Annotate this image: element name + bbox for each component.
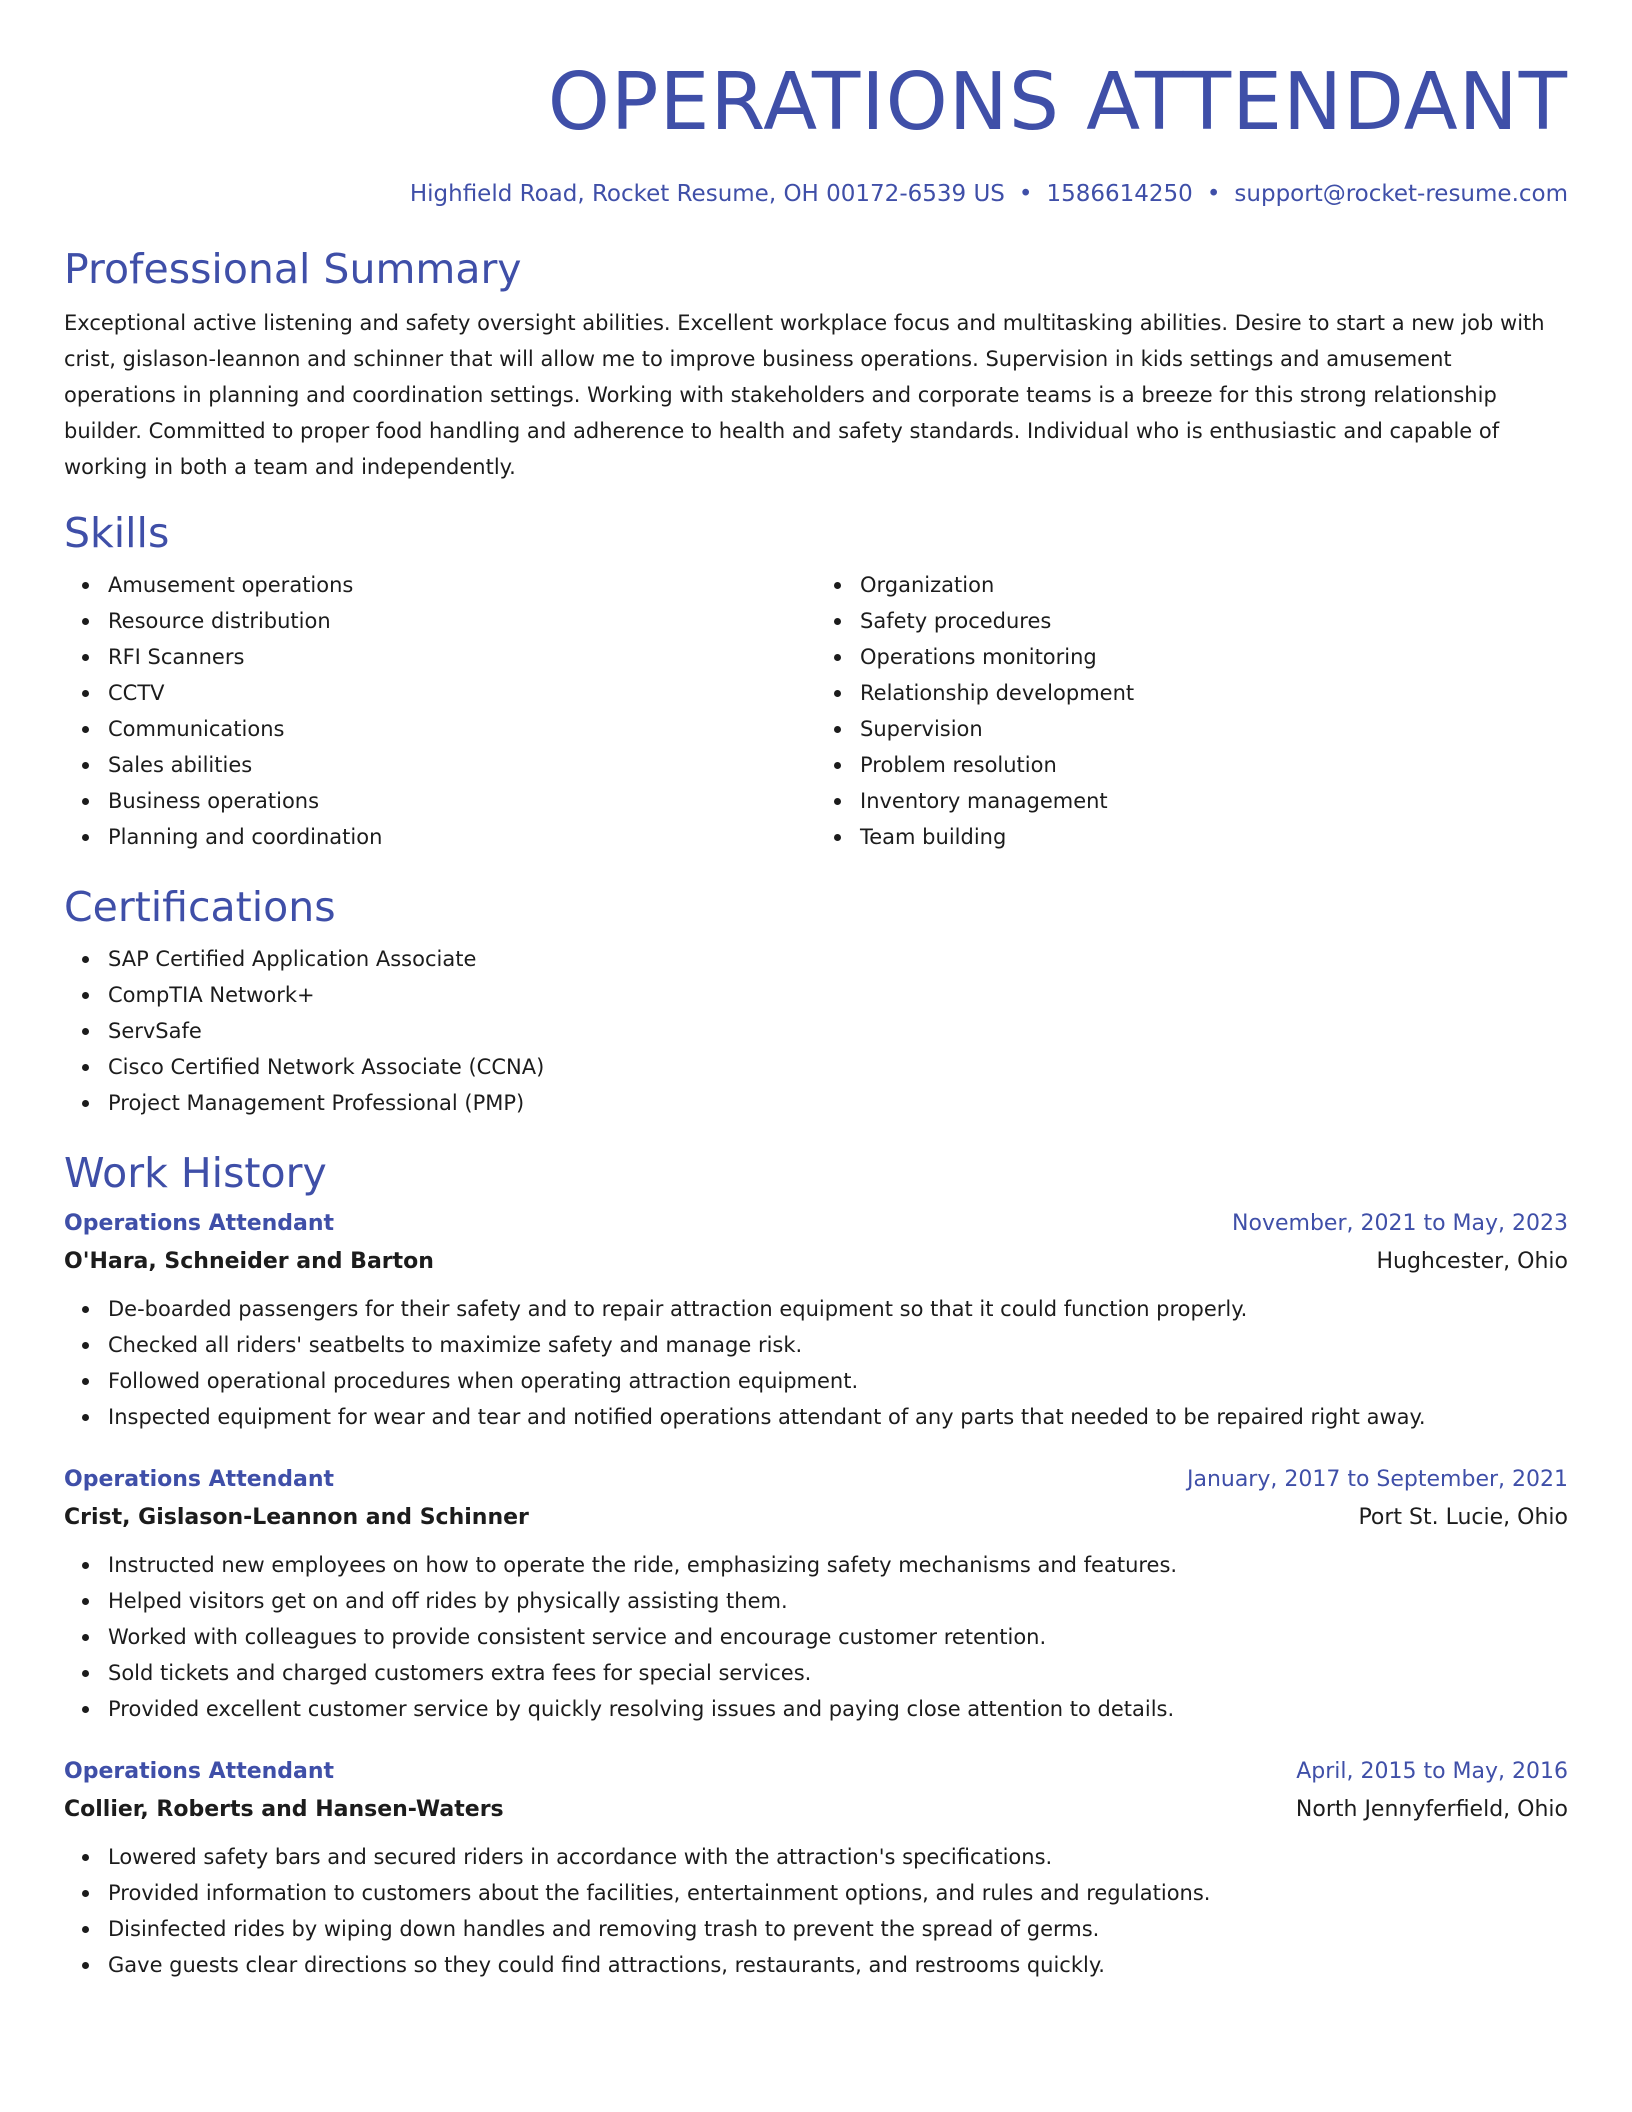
skill-item: Planning and coordination — [108, 819, 816, 855]
certifications-heading: Certifications — [64, 883, 336, 931]
summary-text: Exceptional active listening and safety oversight abilities. Excellent workplace focus and multitasking abilities. Desire to start a new job with crist, gislason-leannon and schinner that will allow me to improve business operations. Supervision in kids settings and amusement operations in planning and coordination settings. Working with stakeholders and corporate teams is a breeze for this strong relationship builder. Committed to proper food handling and adherence to health and safety standards. Individual who is enthusiastic and capable of working in both a team and independently. — [64, 311, 1545, 479]
skill-item: Resource distribution — [108, 603, 816, 639]
job-bullet: Instructed new employees on how to operate the ride, emphasizing safety mechanisms and features. — [108, 1547, 1568, 1583]
job-bullet: Disinfected rides by wiping down handles and removing trash to prevent the spread of germs. — [108, 1911, 1568, 1947]
job-company-row — [64, 1791, 1568, 1829]
skill-item: Organization — [860, 567, 1568, 603]
contact-phone: 1586614250 — [1046, 181, 1193, 207]
skill-item: Safety procedures — [860, 603, 1568, 639]
contact-email[interactable]: support@rocket-resume.com — [1234, 181, 1568, 207]
contact-separator: • — [1206, 181, 1221, 207]
job-bullet: Inspected equipment for wear and tear and notified operations attendant of any parts that needed to be repaired right away. — [108, 1399, 1568, 1435]
certification-item: SAP Certified Application Associate — [108, 941, 1568, 977]
job-bullet: Worked with colleagues to provide consistent service and encourage customer retention. — [108, 1619, 1568, 1655]
job-bullet: Provided information to customers about the facilities, entertainment options, and rules and regulations. — [108, 1875, 1568, 1911]
skill-item: Team building — [860, 819, 1568, 855]
skill-item: RFI Scanners — [108, 639, 816, 675]
job-dates: November, 2021 to May, 2023 — [1232, 1211, 1568, 1236]
contact-address: Highfield Road, Rocket Resume, OH 00172-6539 US — [409, 181, 1005, 207]
job-company-row — [64, 1499, 1568, 1537]
summary-heading: Professional Summary — [64, 245, 522, 293]
job-title: Operations Attendant — [64, 1211, 335, 1236]
job-header-row — [64, 1753, 1568, 1791]
skill-item: CCTV — [108, 675, 816, 711]
job-header-row — [64, 1205, 1568, 1243]
skills-heading: Skills — [64, 509, 170, 557]
skill-item: Communications — [108, 711, 816, 747]
job-dates: January, 2017 to September, 2021 — [1186, 1467, 1568, 1492]
skill-item: Operations monitoring — [860, 639, 1568, 675]
skill-item: Problem resolution — [860, 747, 1568, 783]
certification-item: CompTIA Network+ — [108, 977, 1568, 1013]
job-entry — [64, 1461, 1568, 1727]
job-bullet: De-boarded passengers for their safety and to repair attraction equipment so that it could function properly. — [108, 1291, 1568, 1327]
certification-item: Project Management Professional (PMP) — [108, 1085, 1568, 1121]
job-bullet: Gave guests clear directions so they could find attractions, restaurants, and restrooms quickly. — [108, 1947, 1568, 1983]
job-dates: April, 2015 to May, 2016 — [1296, 1759, 1568, 1784]
certification-item: Cisco Certified Network Associate (CCNA) — [108, 1049, 1568, 1085]
job-entry — [64, 1753, 1568, 1983]
certification-item: ServSafe — [108, 1013, 1568, 1049]
contact-separator: • — [1018, 181, 1033, 207]
job-company: Crist, Gislason-Leannon and Schinner — [64, 1505, 529, 1530]
job-bullet: Helped visitors get on and off rides by physically assisting them. — [108, 1583, 1568, 1619]
job-bullet: Lowered safety bars and secured riders in accordance with the attraction's specifications. — [108, 1839, 1568, 1875]
job-location: North Jennyferfield, Ohio — [1295, 1797, 1568, 1822]
skill-item: Business operations — [108, 783, 816, 819]
job-bullet: Followed operational procedures when operating attraction equipment. — [108, 1363, 1568, 1399]
job-location: Port St. Lucie, Ohio — [1358, 1505, 1568, 1530]
skill-item: Sales abilities — [108, 747, 816, 783]
job-title: Operations Attendant — [64, 1467, 335, 1492]
skill-item: Relationship development — [860, 675, 1568, 711]
skill-item: Supervision — [860, 711, 1568, 747]
job-header-row — [64, 1461, 1568, 1499]
certifications-list — [64, 941, 1568, 1121]
skill-item: Inventory management — [860, 783, 1568, 819]
job-bullet: Provided excellent customer service by quickly resolving issues and paying close attention to details. — [108, 1691, 1568, 1727]
job-entry — [64, 1205, 1568, 1435]
job-bullets — [64, 1291, 1568, 1435]
job-bullets — [64, 1839, 1568, 1983]
resume-name: OPERATIONS ATTENDANT — [547, 56, 1568, 148]
skill-item: Amusement operations — [108, 567, 816, 603]
skills-list-right — [816, 567, 1568, 855]
skills-columns — [64, 567, 1568, 855]
job-company: O'Hara, Schneider and Barton — [64, 1249, 434, 1274]
job-bullet: Sold tickets and charged customers extra fees for special services. — [108, 1655, 1568, 1691]
job-company: Collier, Roberts and Hansen-Waters — [64, 1797, 504, 1822]
job-location: Hughcester, Ohio — [1376, 1249, 1568, 1274]
work-history-heading: Work History — [64, 1149, 327, 1197]
skills-list-left — [64, 567, 816, 855]
job-bullets — [64, 1547, 1568, 1727]
job-company-row — [64, 1243, 1568, 1281]
contact-line — [64, 179, 1568, 209]
job-bullet: Checked all riders' seatbelts to maximize safety and manage risk. — [108, 1327, 1568, 1363]
job-title: Operations Attendant — [64, 1759, 335, 1784]
